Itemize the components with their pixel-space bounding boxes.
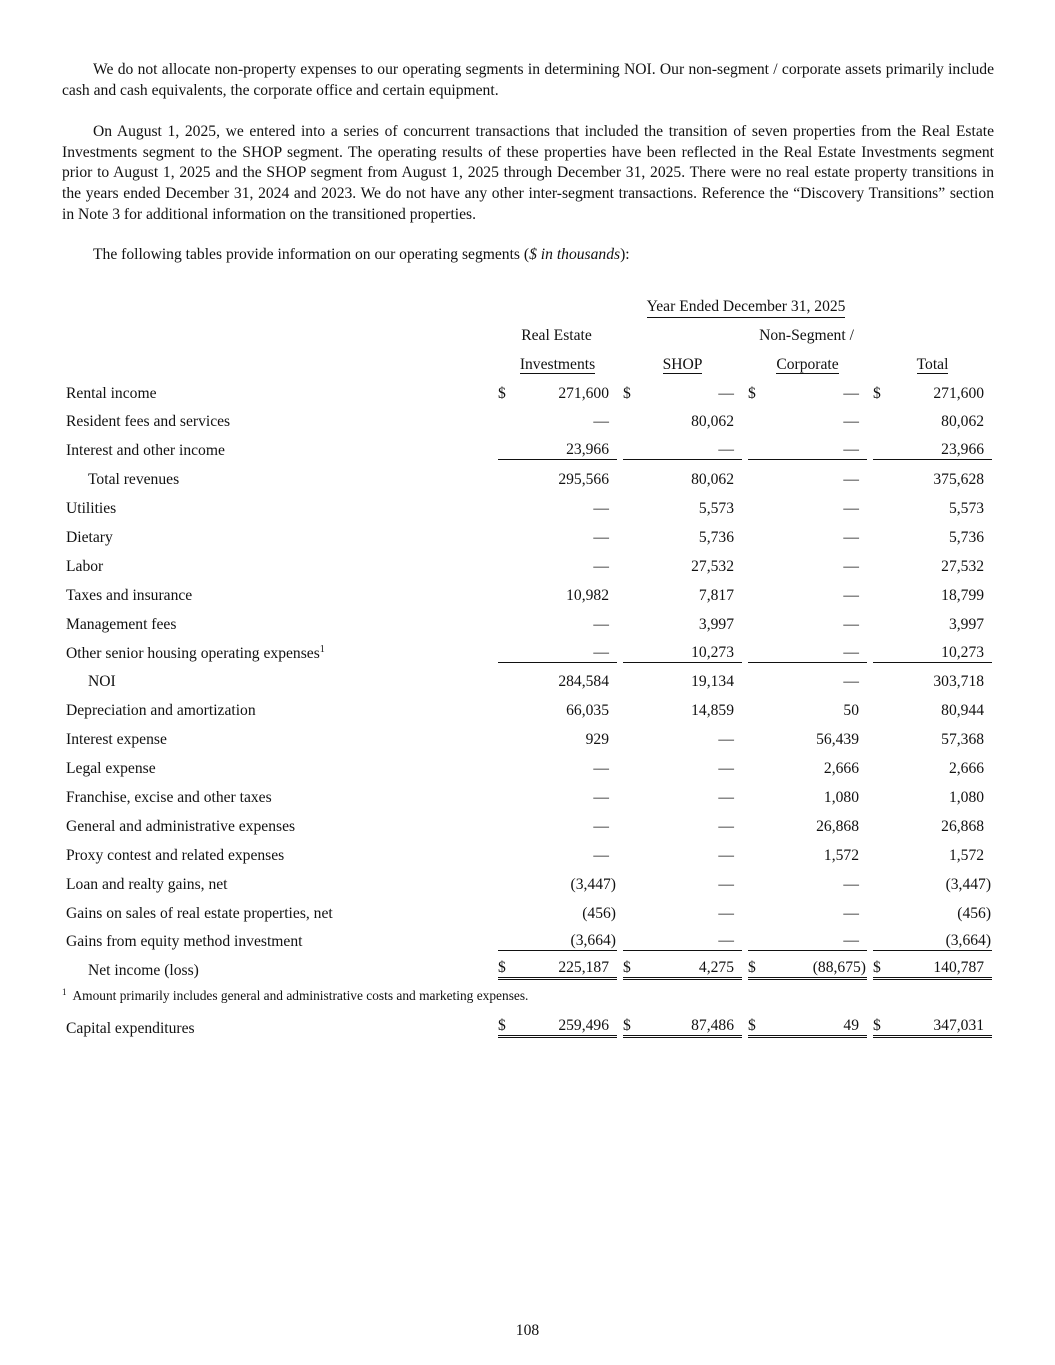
cell-value: 295,566 <box>558 471 609 489</box>
cell-value: $ 49 <box>744 1012 869 1041</box>
cell-value: 1,572 <box>823 846 859 864</box>
cell-value: 80,062 <box>691 471 734 489</box>
cell-value: 80,062 <box>691 413 734 431</box>
cell-value: — <box>593 615 609 633</box>
cell-value: — <box>843 471 859 489</box>
cell-value: 10,273 <box>869 637 994 666</box>
row-label: Resident fees and services <box>66 413 231 431</box>
cell-value: — <box>744 637 869 666</box>
row-label: Capital expenditures <box>66 1020 195 1038</box>
cell-value: — <box>843 673 859 691</box>
table-row <box>62 1012 994 1041</box>
cell-value: 5,736 <box>698 529 734 547</box>
row-label: Gains on sales of real estate properties, net <box>66 904 333 922</box>
currency-symbol: $ <box>498 1017 506 1035</box>
footnote-marker: 1 <box>319 643 325 655</box>
cell-value: — <box>593 413 609 431</box>
cell-value: 27,532 <box>691 557 734 575</box>
currency-symbol: $ <box>498 959 506 977</box>
cell-value: — <box>843 904 859 922</box>
row-label: NOI <box>88 673 116 691</box>
cell-value: 50 <box>843 702 859 720</box>
cell-value: $ 347,031 <box>869 1012 994 1041</box>
table-row <box>62 608 994 637</box>
cell-value: 26,868 <box>816 817 859 835</box>
column-header-line1: Real Estate <box>521 326 592 344</box>
table-row <box>62 637 994 666</box>
cell-value: $ 225,187 <box>494 954 619 983</box>
cell-value: 26,868 <box>941 817 985 835</box>
cell-value: — <box>718 760 734 778</box>
cell-value: — <box>593 760 609 778</box>
row-label: Management fees <box>66 615 177 633</box>
row-label: Dietary <box>66 529 113 547</box>
currency-symbol: $ <box>873 959 881 977</box>
cell-value: $ 87,486 <box>619 1012 744 1041</box>
cell-value: — <box>744 434 869 463</box>
segment-table <box>62 290 994 1041</box>
cell-value: 14,859 <box>691 702 734 720</box>
table-row <box>62 377 994 406</box>
row-label: Labor <box>66 557 104 575</box>
cell-value: — <box>843 586 859 604</box>
cell-value: — <box>593 789 609 807</box>
cell-value: — <box>744 926 869 955</box>
cell-value: 1,080 <box>823 789 859 807</box>
column-header-line1: Non-Segment / <box>759 326 854 344</box>
table-row <box>62 492 994 521</box>
cell-value: — <box>718 875 734 893</box>
row-label: Utilities <box>66 500 117 518</box>
cell-value: (3,447) <box>570 875 616 893</box>
table-row <box>62 723 994 752</box>
table-row <box>62 954 994 983</box>
cell-value: (456) <box>957 904 992 922</box>
cell-value: (3,664) <box>494 926 619 955</box>
column-header-line1 <box>619 319 744 348</box>
cell-value: $ — <box>748 384 859 402</box>
cell-value: $ 271,600 <box>873 384 985 402</box>
currency-symbol: $ <box>748 1017 756 1035</box>
currency-symbol: $ <box>748 384 756 402</box>
table-row <box>62 839 994 868</box>
cell-value: — <box>843 500 859 518</box>
cell-value: (3,664) <box>869 926 994 955</box>
cell-value: 303,718 <box>933 673 985 691</box>
row-label: Legal expense <box>66 760 156 778</box>
cell-value: 2,666 <box>948 760 985 778</box>
cell-value: — <box>843 615 859 633</box>
cell-value: 66,035 <box>566 702 609 720</box>
currency-symbol: $ <box>623 1017 631 1035</box>
row-label: Net income (loss) <box>88 962 199 980</box>
cell-value: — <box>593 500 609 518</box>
table-row <box>62 752 994 781</box>
cell-value: — <box>718 731 734 749</box>
currency-symbol: $ <box>498 384 506 402</box>
cell-value: 5,736 <box>948 529 985 547</box>
cell-value: — <box>718 789 734 807</box>
paragraph-discovery-transition: On August 1, 2025, we entered into a series of concurrent transactions that included the transition of seven properties from the Real Estate Investments segment to the SHOP segment. The operating results of these properties have been reflected in the Real Estate Investments segment prior to August 1, 2025 and the SHOP segment from August 1, 2025 through December 31, 2025. There were no real estate property transitions in the years ended December 31, 2024 and 2023. We do not have any other inter-segment transactions. Reference the “Discovery Transitions” section in Note 3 for additional information on the transitioned properties. <box>62 123 994 223</box>
cell-value: 27,532 <box>941 557 985 575</box>
cell-value: — <box>718 904 734 922</box>
cell-value: 80,062 <box>941 413 985 431</box>
column-header-line1 <box>869 319 994 348</box>
column-header-shop: SHOP <box>662 355 703 373</box>
cell-value: 80,944 <box>941 702 985 720</box>
table-row <box>62 666 994 695</box>
period-header: Year Ended December 31, 2025 <box>494 290 994 319</box>
currency-symbol: $ <box>623 959 631 977</box>
cell-value: $ 271,600 <box>498 384 609 402</box>
cell-value: — <box>619 926 744 955</box>
row-label: Proxy contest and related expenses <box>66 846 285 864</box>
cell-value: — <box>494 637 619 666</box>
cell-value: 3,997 <box>948 615 985 633</box>
row-label: Franchise, excise and other taxes <box>66 789 272 807</box>
cell-value: 1,080 <box>948 789 985 807</box>
row-label: Taxes and insurance <box>66 586 193 604</box>
row-label: Total revenues <box>88 471 180 489</box>
table-row <box>62 521 994 550</box>
cell-value: 5,573 <box>948 500 985 518</box>
cell-value: 23,966 <box>869 434 994 463</box>
column-header-total: Total <box>916 355 949 373</box>
table-row <box>62 463 994 492</box>
row-label: Interest expense <box>66 731 167 749</box>
currency-symbol: $ <box>748 959 756 977</box>
cell-value: 5,573 <box>698 500 734 518</box>
column-header-real-estate: Investments <box>519 355 596 373</box>
table-row <box>62 694 994 723</box>
table-row <box>62 868 994 897</box>
cell-value: — <box>718 846 734 864</box>
cell-value: — <box>843 413 859 431</box>
cell-value: 18,799 <box>941 586 985 604</box>
table-row <box>62 926 994 955</box>
cell-value: — <box>593 846 609 864</box>
cell-value: $ 140,787 <box>869 954 994 983</box>
cell-value: 929 <box>585 731 609 749</box>
cell-value: — <box>593 529 609 547</box>
row-label: General and administrative expenses <box>66 817 296 835</box>
cell-value: — <box>619 434 744 463</box>
cell-value: $ 4,275 <box>619 954 744 983</box>
currency-symbol: $ <box>873 384 881 402</box>
cell-value: — <box>843 557 859 575</box>
cell-value: $ (88,675) <box>744 954 869 983</box>
paragraph-segment-allocation: We do not allocate non-property expenses to our operating segments in determining NOI. Our non-segment / corporate assets primarily include cash and cash equivalents, the corporate office and certain equipment. <box>62 61 994 99</box>
cell-value: 3,997 <box>698 615 734 633</box>
page-number: 108 <box>515 1322 540 1339</box>
row-label: Depreciation and amortization <box>66 702 256 720</box>
cell-value: 284,584 <box>558 673 609 691</box>
cell-value: — <box>593 557 609 575</box>
cell-value: 375,628 <box>933 471 985 489</box>
cell-value: (3,447) <box>945 875 992 893</box>
cell-value: 57,368 <box>941 731 985 749</box>
paragraph-table-intro: The following tables provide information on our operating segments ($ in thousands): <box>93 246 630 263</box>
column-header-corporate: Corporate <box>776 355 839 373</box>
cell-value: 23,966 <box>494 434 619 463</box>
row-label: Rental income <box>66 384 157 402</box>
table-row <box>62 579 994 608</box>
cell-value: — <box>843 875 859 893</box>
row-label: Loan and realty gains, net <box>66 875 228 893</box>
cell-value: 19,134 <box>691 673 734 691</box>
currency-symbol: $ <box>873 1017 881 1035</box>
cell-value: 1,572 <box>948 846 985 864</box>
cell-value: 10,273 <box>619 637 744 666</box>
cell-value: — <box>843 529 859 547</box>
cell-value: $ — <box>623 384 734 402</box>
row-label: Gains from equity method investment <box>66 933 303 951</box>
row-label: Other senior housing operating expenses$^1$ <box>66 643 325 662</box>
currency-symbol: $ <box>623 384 631 402</box>
table-row <box>62 897 994 926</box>
table-row <box>62 781 994 810</box>
table-row <box>62 810 994 839</box>
cell-value: 10,982 <box>566 586 609 604</box>
table-row <box>62 550 994 579</box>
cell-value: 2,666 <box>823 760 859 778</box>
cell-value: 7,817 <box>698 586 734 604</box>
cell-value: $ 259,496 <box>494 1012 619 1041</box>
table-row <box>62 434 994 463</box>
cell-value: — <box>593 817 609 835</box>
table-row <box>62 406 994 435</box>
cell-value: — <box>718 817 734 835</box>
cell-value: (456) <box>582 904 616 922</box>
cell-value: 56,439 <box>816 731 859 749</box>
row-label: Interest and other income <box>66 442 225 460</box>
footnote: $^1$ Amount primarily includes general and administrative costs and marketing expenses. <box>62 987 529 1003</box>
